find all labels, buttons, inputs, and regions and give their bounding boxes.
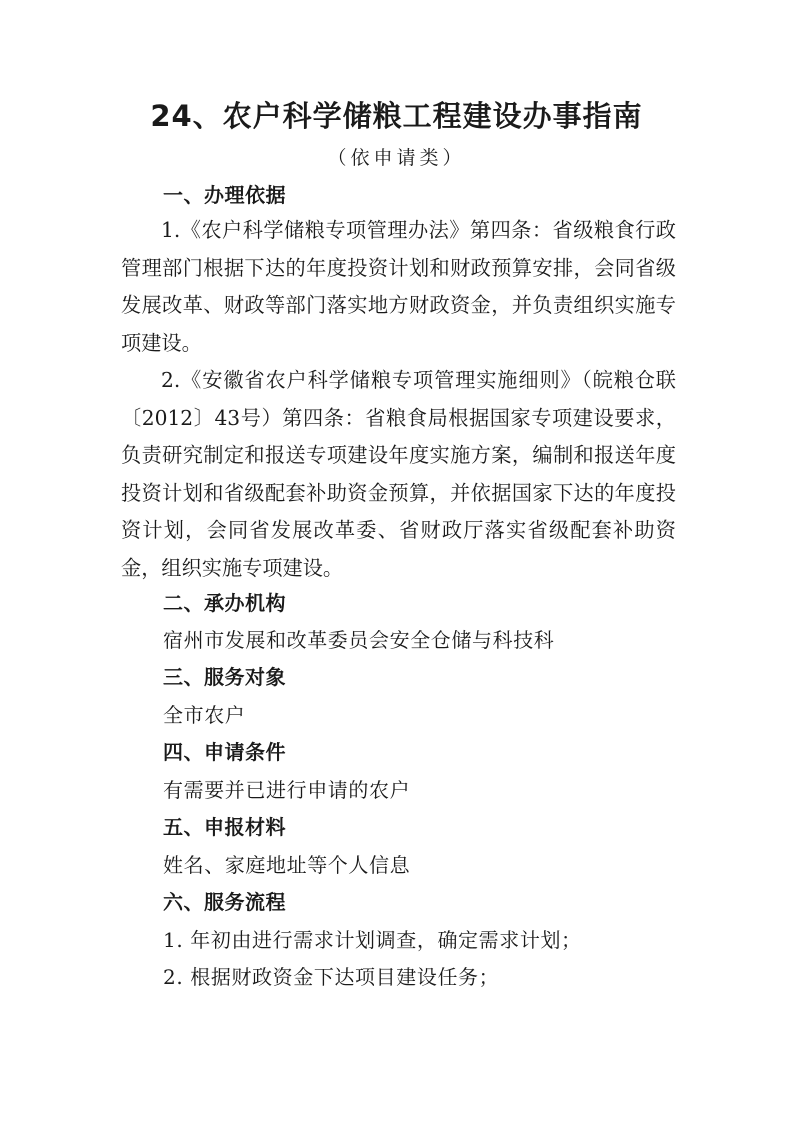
section-heading-materials: 五、申报材料 — [163, 815, 286, 839]
basis-paragraph-1: 1.《农户科学储粮专项管理办法》第四条：省级粮食行政管理部门根据下达的年度投资计划和财政预算安排，会同省级发展改革、财政等部门落实地方财政资金，并负责组织实施专项建设。 — [121, 218, 676, 355]
materials-content: 姓名、家庭地址等个人信息 — [163, 853, 411, 877]
target-content: 全市农户 — [163, 703, 246, 727]
section-heading-target: 三、服务对象 — [163, 665, 286, 689]
document-subtitle: （依申请类） — [327, 147, 466, 169]
section-heading-basis: 一、办理依据 — [163, 183, 286, 207]
section-heading-agency: 二、承办机构 — [163, 591, 286, 615]
process-step-2: 2. 根据财政资金下达项目建设任务； — [163, 965, 500, 989]
agency-content: 宿州市发展和改革委员会安全仓储与科技科 — [163, 628, 555, 652]
document-title: 24、农户科学储粮工程建设办事指南 — [150, 99, 643, 133]
process-step-1: 1. 年初由进行需求计划调查，确定需求计划； — [163, 928, 582, 952]
section-heading-conditions: 四、申请条件 — [163, 740, 286, 764]
section-heading-process: 六、服务流程 — [163, 890, 286, 914]
basis-paragraph-2: 2.《安徽省农户科学储粮专项管理实施细则》（皖粮仓联〔2012〕43号）第四条：省粮食局根据国家专项建设要求，负责研究制定和报送专项建设年度实施方案，编制和报送年度投资计划和省级配套补助资金预算，并依据国家下达的年度投资计划，会同省发展改革委、省财政厅落实省级配套补助资金，组织实施专项建设。 — [121, 368, 676, 580]
conditions-content: 有需要并已进行申请的农户 — [163, 778, 411, 802]
